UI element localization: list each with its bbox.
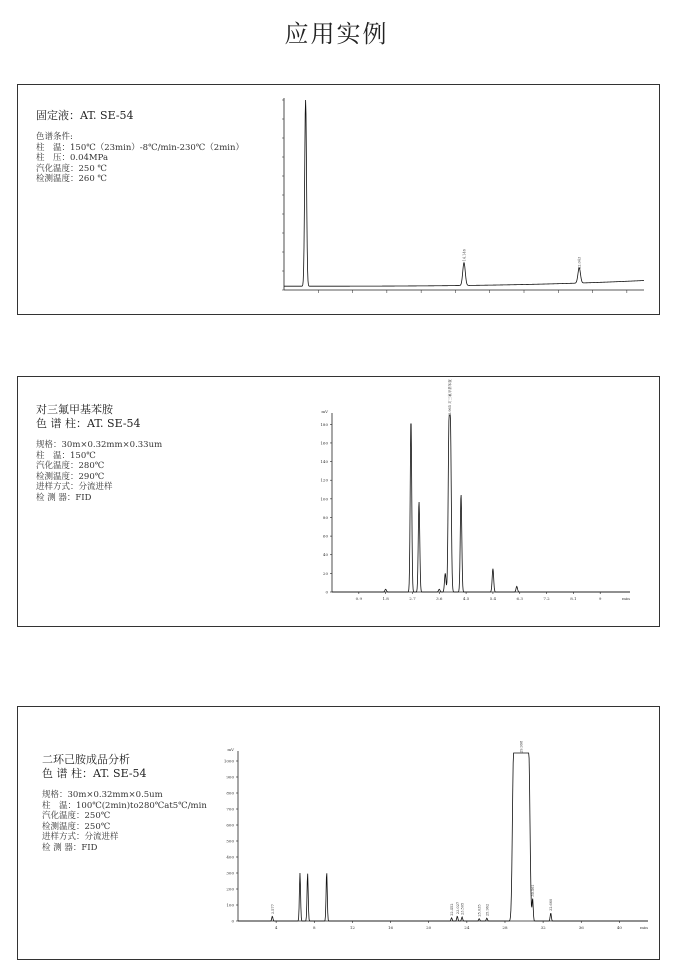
x-unit-label: min bbox=[622, 596, 630, 601]
y-tick-label: 700 bbox=[226, 806, 234, 812]
param-line: 规格：30m×0.32mm×0.33um bbox=[36, 440, 163, 450]
y-tick-label: 600 bbox=[226, 822, 234, 828]
y-tick-label: 120 bbox=[320, 477, 328, 483]
peak-label: 3.965 对三氟甲基苯胺 bbox=[448, 379, 453, 415]
y-tick-label: 500 bbox=[226, 838, 234, 844]
example-panel-dicyclohexylamine bbox=[17, 706, 660, 960]
y-tick-label: 800 bbox=[226, 790, 234, 796]
x-tick-label: 5.4 bbox=[489, 596, 497, 601]
peak-label: 22.043 bbox=[577, 256, 582, 269]
y-unit-label: mV bbox=[321, 409, 328, 414]
conditions-heading: 色谱条件: bbox=[36, 132, 73, 142]
y-tick-label: 100 bbox=[226, 902, 234, 908]
x-tick-label: 4 bbox=[274, 925, 278, 930]
stationary-phase-label: 固定液：AT. SE-54 bbox=[36, 109, 134, 122]
y-tick-label: 80 bbox=[322, 514, 328, 520]
y-tick-label: 100 bbox=[320, 496, 328, 502]
param-line: 汽化温度：250℃ bbox=[42, 811, 111, 821]
y-tick-label: 0 bbox=[325, 589, 328, 595]
y-tick-label: 180 bbox=[320, 421, 328, 427]
y-tick-label: 0 bbox=[231, 918, 234, 924]
example-panel-se54 bbox=[17, 84, 660, 315]
panel-info bbox=[36, 109, 244, 185]
x-tick-label: 2.7 bbox=[409, 596, 416, 601]
x-unit-label: min bbox=[640, 925, 648, 930]
peak-label: 23.027 bbox=[455, 901, 460, 915]
param-line: 进样方式：分流进样 bbox=[42, 832, 119, 842]
page-title: 应用实例 bbox=[284, 20, 389, 48]
param-line: 汽化温度：280℃ bbox=[36, 461, 105, 471]
x-tick-label: 24 bbox=[464, 925, 470, 930]
chromatogram-chart bbox=[216, 740, 651, 937]
param-line: 检 测 器：FID bbox=[42, 842, 98, 853]
x-tick-label: 8 bbox=[313, 925, 316, 930]
peak-label: 29.998 bbox=[519, 740, 524, 753]
x-tick-label: 20 bbox=[426, 925, 432, 930]
peak-label: 23.505 bbox=[460, 902, 465, 915]
x-tick-label: 9 bbox=[598, 596, 602, 601]
x-tick-label: 16 bbox=[388, 925, 394, 930]
peak-label: 22.452 bbox=[450, 903, 455, 916]
x-tick-label: 40 bbox=[616, 925, 622, 930]
x-tick-label: 6.3 bbox=[516, 596, 523, 601]
compound-title: 对三氟甲基苯胺 bbox=[36, 403, 113, 416]
chromatogram-chart bbox=[280, 97, 650, 297]
column-label: 色 谱 柱：AT. SE-54 bbox=[36, 417, 141, 430]
param-line: 汽化温度：250 ℃ bbox=[36, 163, 107, 174]
param-line: 进样方式：分流进样 bbox=[36, 482, 113, 492]
y-tick-label: 160 bbox=[320, 440, 328, 446]
param-line: 检 测 器：FID bbox=[36, 492, 92, 503]
param-line: 柱 温：150℃ bbox=[36, 450, 96, 461]
peak-label: 14.146 bbox=[462, 249, 467, 262]
x-tick-label: 32 bbox=[540, 925, 546, 930]
signal-trace bbox=[238, 753, 648, 921]
param-line: 规格：30m×0.32mm×0.5um bbox=[42, 790, 163, 800]
param-line: 检测温度：250℃ bbox=[42, 821, 111, 832]
peak-label: 3.577 bbox=[270, 904, 275, 915]
y-tick-label: 300 bbox=[226, 870, 234, 876]
panel-info bbox=[36, 403, 162, 503]
signal-trace bbox=[332, 415, 630, 592]
x-tick-label: 36 bbox=[578, 925, 584, 930]
y-tick-label: 1000 bbox=[223, 758, 234, 764]
compound-title: 二环己胺成品分析 bbox=[42, 753, 130, 766]
x-tick-label: 3.6 bbox=[436, 596, 443, 601]
peak-label: 30.561 bbox=[531, 884, 536, 897]
panel-info bbox=[42, 753, 207, 853]
param-line: 柱 温：150℃（23min）-8℃/min-230℃（2min） bbox=[36, 142, 244, 153]
peak-label: 25.962 bbox=[485, 903, 490, 917]
x-tick-label: 8.1 bbox=[570, 596, 577, 601]
y-tick-label: 900 bbox=[226, 774, 234, 780]
peak-label: 25.035 bbox=[477, 904, 482, 917]
param-line: 检测温度：290℃ bbox=[36, 471, 105, 482]
chromatogram-chart bbox=[298, 379, 638, 612]
y-unit-label: mV bbox=[227, 747, 234, 752]
column-label: 色 谱 柱：AT. SE-54 bbox=[42, 767, 147, 780]
x-tick-label: 12 bbox=[349, 925, 355, 930]
x-tick-label: 4.5 bbox=[462, 596, 470, 601]
x-tick-label: 7.2 bbox=[543, 596, 550, 601]
param-line: 柱 压：0.04MPa bbox=[36, 153, 109, 163]
y-tick-label: 20 bbox=[322, 570, 328, 576]
y-tick-label: 60 bbox=[322, 533, 328, 539]
x-tick-label: 28 bbox=[502, 925, 508, 930]
param-line: 检测温度：260 ℃ bbox=[36, 174, 107, 184]
y-tick-label: 40 bbox=[322, 552, 328, 558]
x-tick-label: 0.9 bbox=[355, 596, 363, 601]
example-panel-trifluoromethylaniline bbox=[17, 376, 660, 627]
y-tick-label: 400 bbox=[226, 854, 234, 860]
y-tick-label: 140 bbox=[320, 459, 328, 465]
x-tick-label: 1.8 bbox=[382, 596, 389, 601]
param-line: 柱 温：100℃(2min)to280℃at5℃/min bbox=[42, 800, 207, 811]
peak-label: 32.660 bbox=[549, 898, 554, 911]
y-tick-label: 200 bbox=[226, 886, 234, 892]
